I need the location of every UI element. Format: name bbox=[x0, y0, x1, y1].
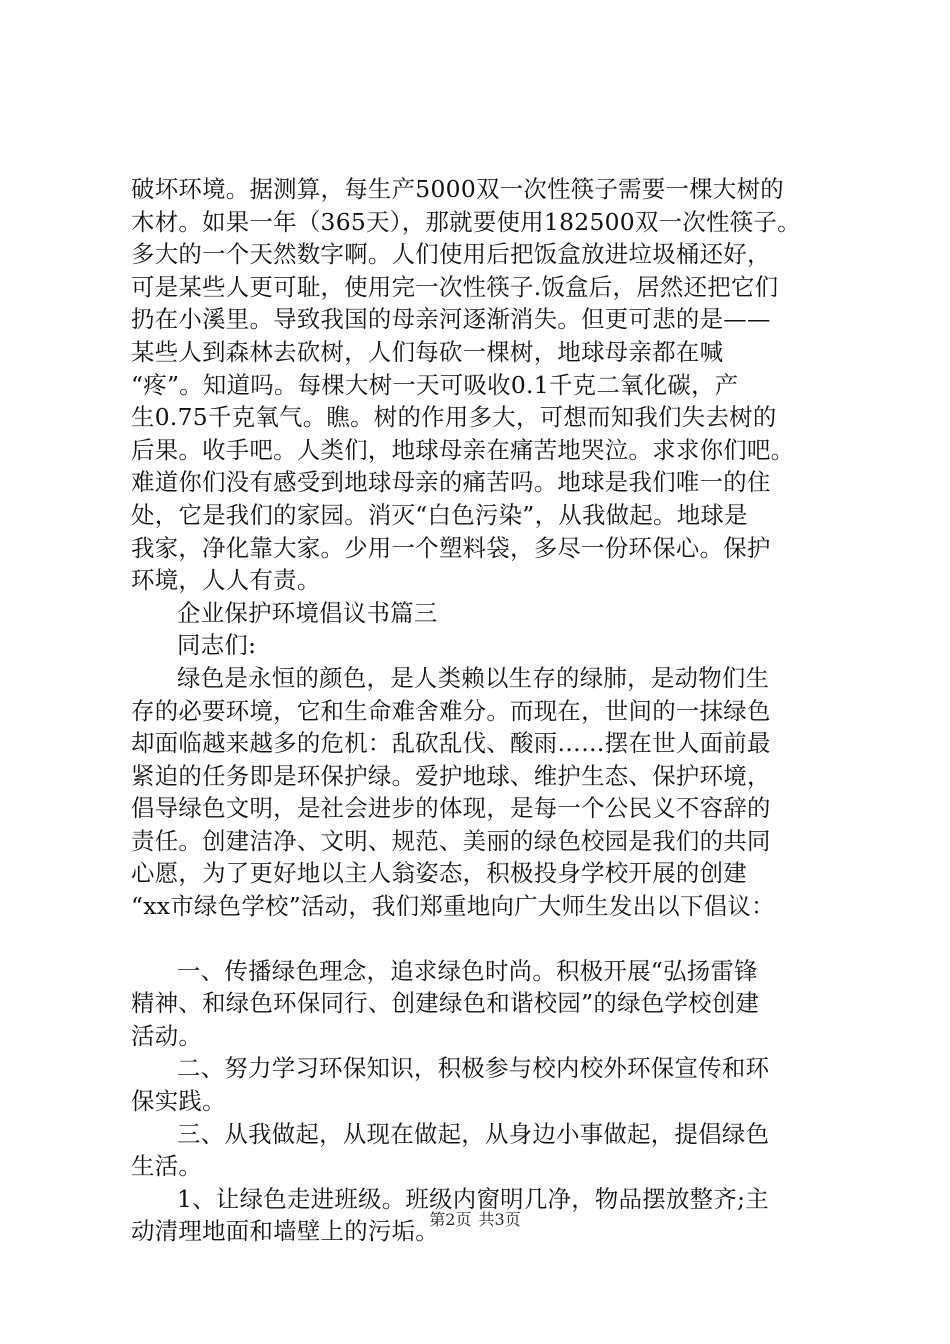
text-line: 破坏环境。据测算，每生产5000双一次性筷子需要一棵大树的 bbox=[131, 175, 784, 203]
text-line: 心愿，为了更好地以主人翁姿态，积极投身学校开展的创建 bbox=[131, 859, 747, 888]
text-line: 环境，人人有责。 bbox=[131, 566, 321, 595]
text-line: 扔在小溪里。导致我国的母亲河逐渐消失。但更可悲的是—— bbox=[131, 305, 771, 334]
text-line: 活动。 bbox=[131, 1021, 203, 1050]
section-title: 企业保护环境倡议书篇三 bbox=[177, 598, 438, 627]
text-line: 我家，净化靠大家。少用一个塑料袋，多尽一份环保心。保护 bbox=[131, 533, 771, 562]
salutation: 同志们: bbox=[177, 631, 257, 660]
document-body bbox=[131, 173, 836, 1248]
proposal-item-1 bbox=[131, 955, 836, 1053]
paragraph-intro bbox=[131, 662, 836, 923]
text-line: “疼”。知道吗。每棵大树一天可吸收0.1千克二氧化碳，产 bbox=[131, 370, 739, 399]
text-line: 后果。收手吧。人类们，地球母亲在痛苦地哭泣。求求你们吧。 bbox=[131, 435, 795, 464]
text-line: 紧迫的任务即是环保护绿。爱护地球、维护生态、保护环境， bbox=[131, 761, 771, 790]
paragraph-continued bbox=[131, 173, 836, 597]
page-total: 共3页 bbox=[478, 1210, 521, 1229]
text-line: 却面临越来越多的危机：乱砍乱伐、酸雨……摆在世人面前最 bbox=[131, 729, 771, 758]
text-line: 保实践。 bbox=[131, 1087, 226, 1116]
proposal-item-3 bbox=[131, 1118, 836, 1183]
text-line: 木材。如果一年（365天），那就要使用182500双一次性筷子。 bbox=[131, 207, 801, 236]
page-footer bbox=[0, 1210, 950, 1230]
text-line: “xx市绿色学校”活动，我们郑重地向广大师生发出以下倡议： bbox=[131, 892, 775, 921]
page-number: 第2页 bbox=[429, 1210, 472, 1229]
proposal-item-2 bbox=[131, 1052, 836, 1117]
text-line: 一、传播绿色理念，追求绿色时尚。积极开展“弘扬雷锋 bbox=[177, 956, 758, 985]
text-line: 多大的一个天然数字啊。人们使用后把饭盒放进垃圾桶还好， bbox=[131, 240, 771, 269]
text-line: 难道你们没有感受到地球母亲的痛苦吗。地球是我们唯一的住 bbox=[131, 468, 771, 497]
text-line: 生活。 bbox=[131, 1152, 203, 1181]
text-line: 可是某些人更可耻，使用完一次性筷子.饭盒后，居然还把它们 bbox=[131, 272, 779, 301]
text-line: 生0.75千克氧气。瞧。树的作用多大，可想而知我们失去树的 bbox=[131, 403, 777, 432]
text-line: 动清理地面和墙壁上的污垢。 bbox=[131, 1217, 439, 1246]
text-line: 三、从我做起，从现在做起，从身边小事做起，提倡绿色 bbox=[177, 1119, 770, 1148]
text-line: 处，它是我们的家园。消灭“白色污染”，从我做起。地球是 bbox=[131, 500, 748, 529]
text-line: 责任。创建洁净、文明、规范、美丽的绿色校园是我们的共同 bbox=[131, 826, 771, 855]
text-line: 绿色是永恒的颜色，是人类赖以生存的绿肺，是动物们生 bbox=[177, 663, 770, 692]
text-line: 某些人到森林去砍树，人们每砍一棵树，地球母亲都在喊 bbox=[131, 337, 724, 366]
blank-line bbox=[131, 923, 836, 955]
text-line: 存的必要环境，它和生命难舍难分。而现在，世间的一抹绿色 bbox=[131, 696, 771, 725]
text-line: 二、努力学习环保知识，积极参与校内校外环保宣传和环 bbox=[177, 1054, 770, 1083]
text-line: 倡导绿色文明，是社会进步的体现，是每一个公民义不容辞的 bbox=[131, 794, 771, 823]
text-line: 精神、和绿色环保同行、创建绿色和谐校园”的绿色学校创建 bbox=[131, 989, 760, 1018]
text-line: 1、让绿色走进班级。班级内窗明几净，物品摆放整齐;主 bbox=[177, 1184, 769, 1213]
